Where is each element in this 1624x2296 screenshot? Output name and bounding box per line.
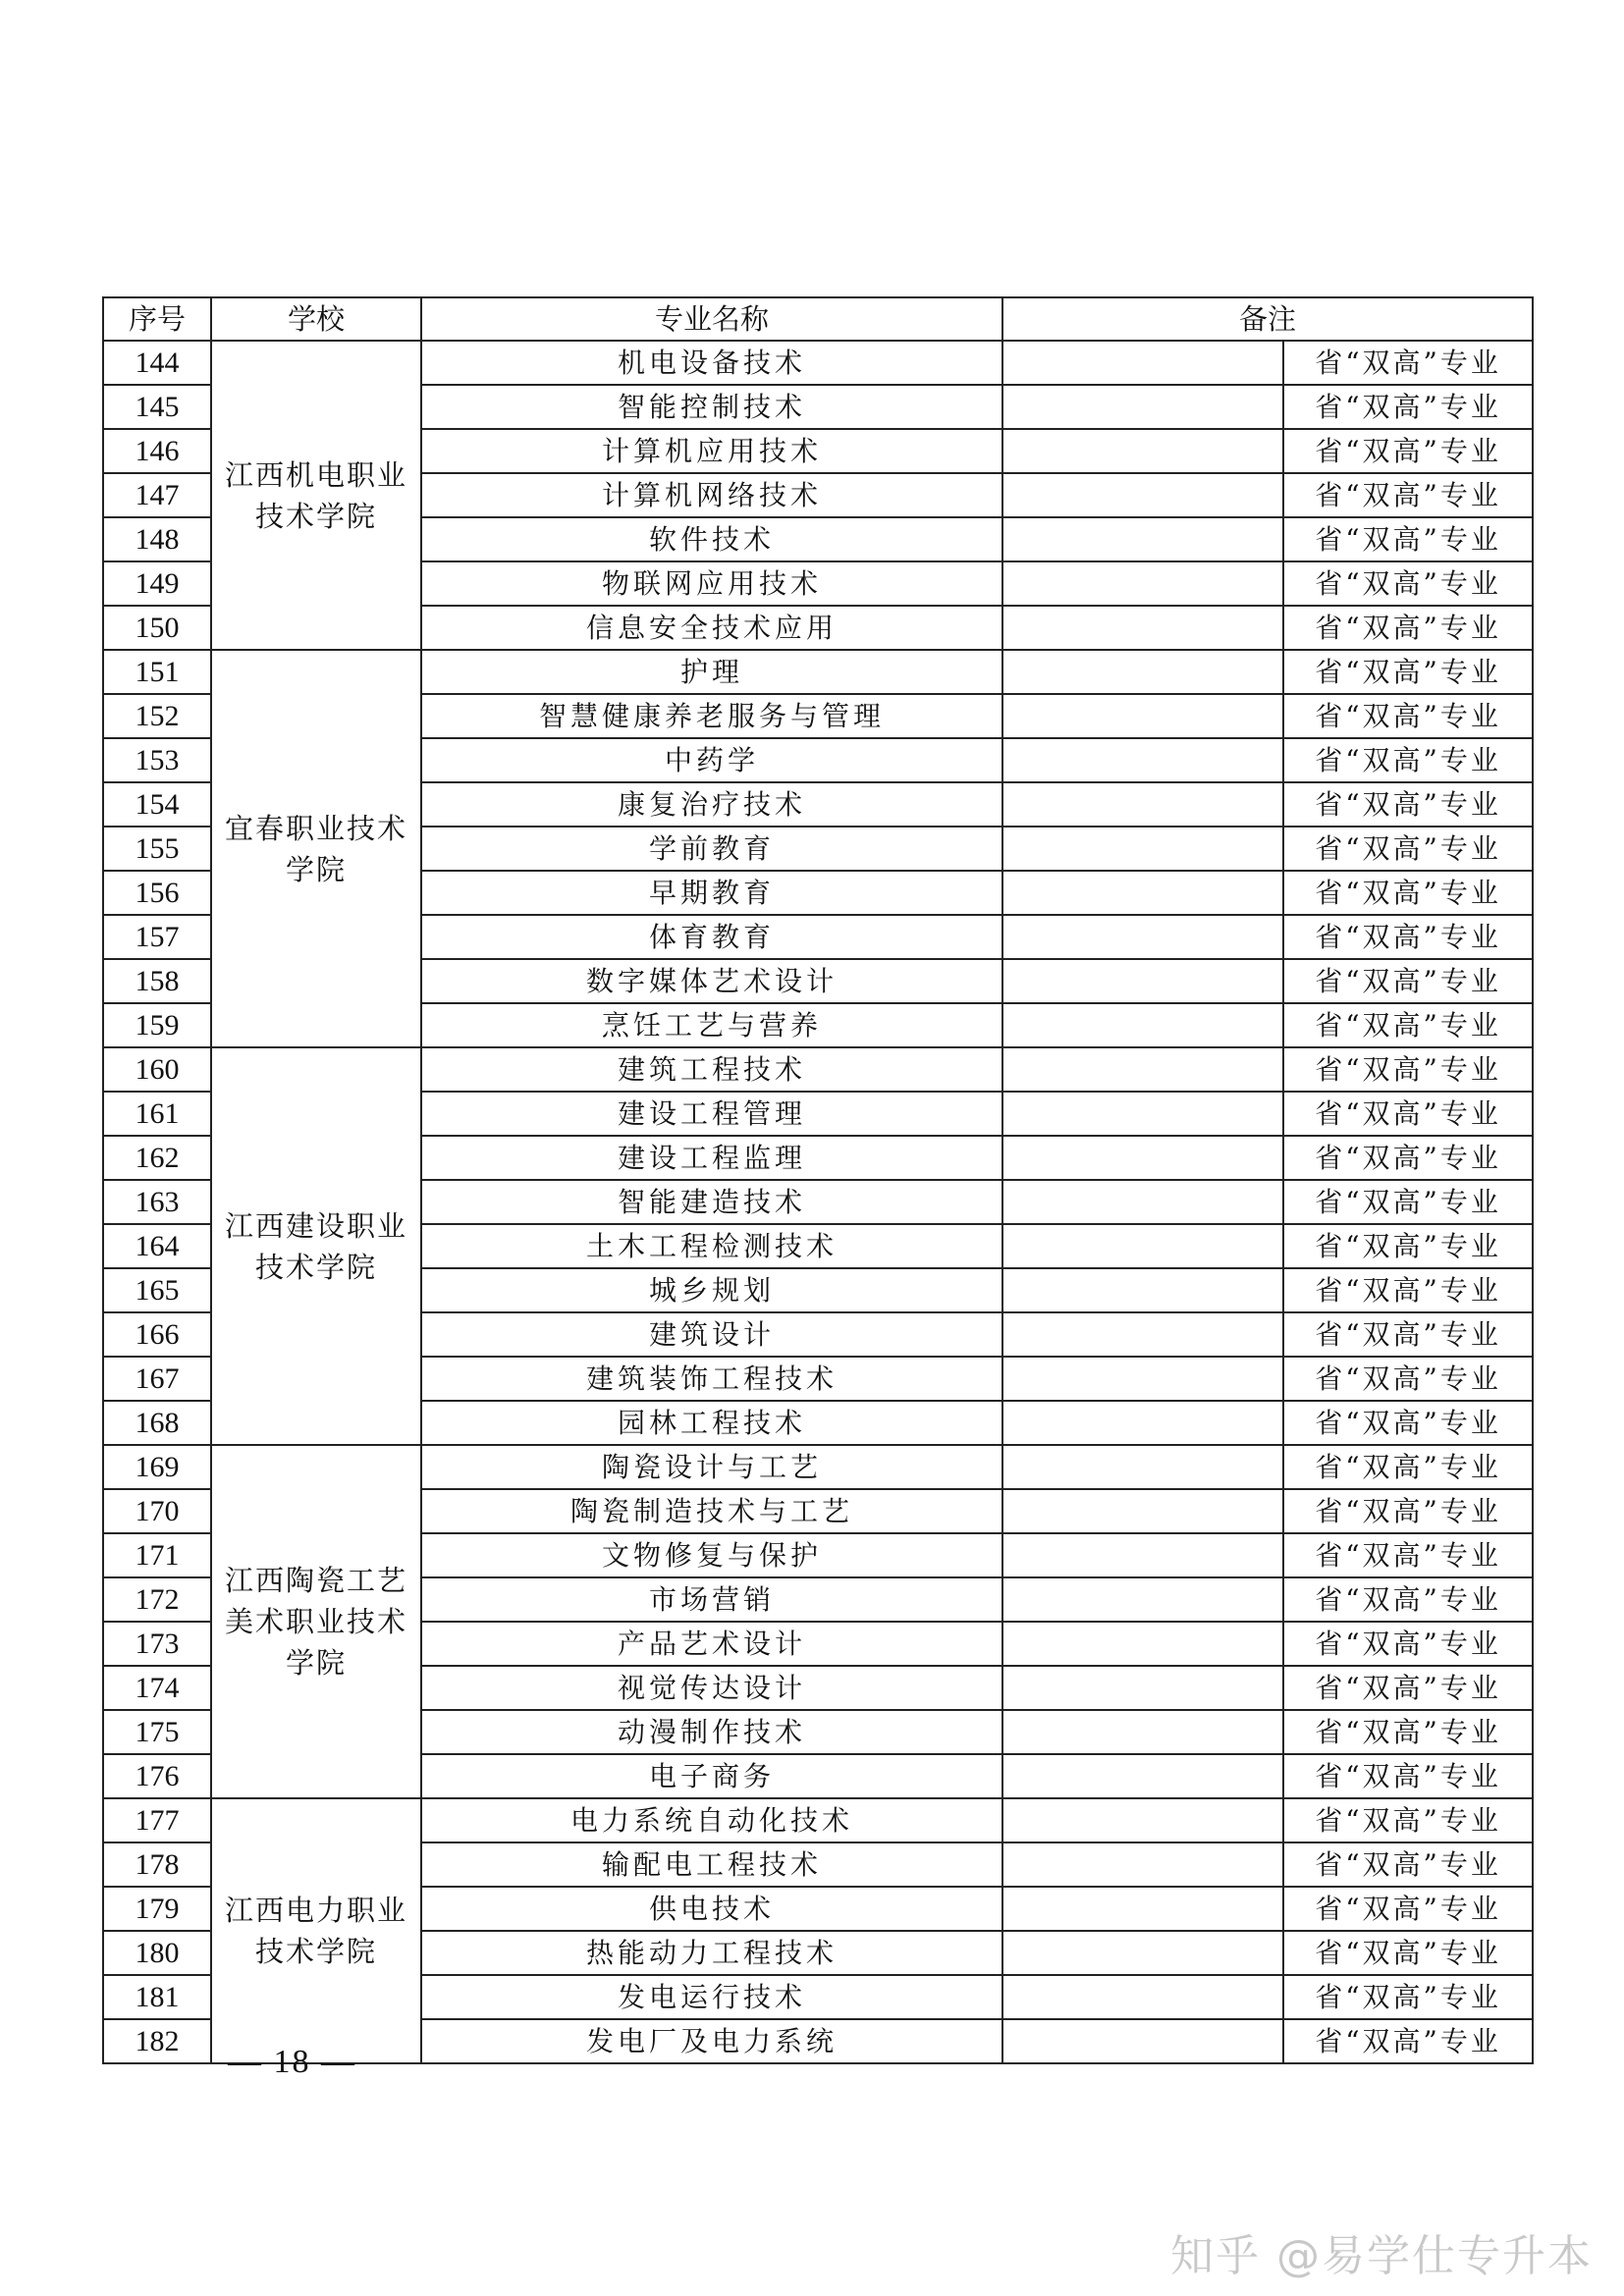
row-seq: 180	[103, 1931, 211, 1975]
major-name: 机电设备技术	[421, 341, 1002, 385]
row-seq: 168	[103, 1401, 211, 1445]
note-blank-cell	[1002, 1887, 1283, 1931]
note-cell: 省“双高”专业	[1283, 1798, 1533, 1842]
note-blank-cell	[1002, 1754, 1283, 1798]
major-name: 陶瓷制造技术与工艺	[421, 1489, 1002, 1533]
note-blank-cell	[1002, 1401, 1283, 1445]
row-seq: 155	[103, 827, 211, 871]
note-cell: 省“双高”专业	[1283, 650, 1533, 694]
major-name: 早期教育	[421, 871, 1002, 915]
note-cell: 省“双高”专业	[1283, 915, 1533, 959]
school-cell: 江西建设职业技术学院	[211, 1047, 421, 1445]
row-seq: 163	[103, 1180, 211, 1224]
major-name: 市场营销	[421, 1577, 1002, 1622]
note-blank-cell	[1002, 385, 1283, 429]
note-cell: 省“双高”专业	[1283, 1268, 1533, 1312]
major-name: 文物修复与保护	[421, 1533, 1002, 1577]
note-cell: 省“双高”专业	[1283, 871, 1533, 915]
note-cell: 省“双高”专业	[1283, 385, 1533, 429]
major-name: 发电运行技术	[421, 1975, 1002, 2019]
note-blank-cell	[1002, 1003, 1283, 1047]
note-blank-cell	[1002, 1268, 1283, 1312]
table-header-row	[103, 297, 1533, 341]
row-seq: 156	[103, 871, 211, 915]
note-cell: 省“双高”专业	[1283, 1842, 1533, 1887]
note-blank-cell	[1002, 1312, 1283, 1357]
row-seq: 146	[103, 429, 211, 473]
note-blank-cell	[1002, 1710, 1283, 1754]
note-cell: 省“双高”专业	[1283, 1445, 1533, 1489]
major-name: 动漫制作技术	[421, 1710, 1002, 1754]
note-blank-cell	[1002, 1622, 1283, 1666]
note-blank-cell	[1002, 1533, 1283, 1577]
table-row	[103, 1798, 1533, 1842]
school-cell: 宜春职业技术学院	[211, 650, 421, 1047]
major-name: 热能动力工程技术	[421, 1931, 1002, 1975]
note-cell: 省“双高”专业	[1283, 1975, 1533, 2019]
header-major: 专业名称	[421, 297, 1002, 341]
note-cell: 省“双高”专业	[1283, 606, 1533, 650]
school-cell: 江西机电职业技术学院	[211, 341, 421, 650]
major-name: 电力系统自动化技术	[421, 1798, 1002, 1842]
note-blank-cell	[1002, 1047, 1283, 1092]
row-seq: 148	[103, 517, 211, 561]
header-seq: 序号	[103, 297, 211, 341]
row-seq: 162	[103, 1136, 211, 1180]
row-seq: 174	[103, 1666, 211, 1710]
row-seq: 175	[103, 1710, 211, 1754]
row-seq: 151	[103, 650, 211, 694]
note-blank-cell	[1002, 2019, 1283, 2063]
table-row	[103, 1047, 1533, 1092]
header-note: 备注	[1002, 297, 1533, 341]
major-name: 园林工程技术	[421, 1401, 1002, 1445]
major-name: 城乡规划	[421, 1268, 1002, 1312]
note-blank-cell	[1002, 827, 1283, 871]
note-blank-cell	[1002, 1180, 1283, 1224]
row-seq: 178	[103, 1842, 211, 1887]
major-name: 智能控制技术	[421, 385, 1002, 429]
page-number: — 18 —	[228, 2044, 356, 2080]
row-seq: 158	[103, 959, 211, 1003]
note-blank-cell	[1002, 694, 1283, 738]
note-blank-cell	[1002, 473, 1283, 517]
major-name: 体育教育	[421, 915, 1002, 959]
note-cell: 省“双高”专业	[1283, 1489, 1533, 1533]
note-blank-cell	[1002, 1666, 1283, 1710]
note-cell: 省“双高”专业	[1283, 1401, 1533, 1445]
watermark: 知乎 @易学仕专升本	[1170, 2231, 1593, 2281]
note-cell: 省“双高”专业	[1283, 827, 1533, 871]
table-row	[103, 1445, 1533, 1489]
note-blank-cell	[1002, 517, 1283, 561]
note-cell: 省“双高”专业	[1283, 1710, 1533, 1754]
note-cell: 省“双高”专业	[1283, 694, 1533, 738]
note-cell: 省“双高”专业	[1283, 738, 1533, 782]
row-seq: 179	[103, 1887, 211, 1931]
major-name: 输配电工程技术	[421, 1842, 1002, 1887]
note-blank-cell	[1002, 738, 1283, 782]
note-cell: 省“双高”专业	[1283, 959, 1533, 1003]
major-name: 陶瓷设计与工艺	[421, 1445, 1002, 1489]
school-cell: 江西陶瓷工艺美术职业技术学院	[211, 1445, 421, 1798]
note-blank-cell	[1002, 959, 1283, 1003]
major-name: 建筑设计	[421, 1312, 1002, 1357]
row-seq: 161	[103, 1092, 211, 1136]
row-seq: 152	[103, 694, 211, 738]
note-blank-cell	[1002, 1798, 1283, 1842]
header-school: 学校	[211, 297, 421, 341]
note-cell: 省“双高”专业	[1283, 1003, 1533, 1047]
row-seq: 157	[103, 915, 211, 959]
major-name: 信息安全技术应用	[421, 606, 1002, 650]
note-blank-cell	[1002, 341, 1283, 385]
major-name: 智能建造技术	[421, 1180, 1002, 1224]
note-cell: 省“双高”专业	[1283, 1312, 1533, 1357]
table-row	[103, 650, 1533, 694]
note-cell: 省“双高”专业	[1283, 1136, 1533, 1180]
row-seq: 164	[103, 1224, 211, 1268]
major-name: 智慧健康养老服务与管理	[421, 694, 1002, 738]
note-blank-cell	[1002, 1489, 1283, 1533]
note-blank-cell	[1002, 561, 1283, 606]
row-seq: 160	[103, 1047, 211, 1092]
table-row	[103, 341, 1533, 385]
major-name: 电子商务	[421, 1754, 1002, 1798]
note-blank-cell	[1002, 429, 1283, 473]
note-blank-cell	[1002, 1357, 1283, 1401]
major-name: 护理	[421, 650, 1002, 694]
note-blank-cell	[1002, 871, 1283, 915]
major-name: 计算机应用技术	[421, 429, 1002, 473]
row-seq: 159	[103, 1003, 211, 1047]
row-seq: 173	[103, 1622, 211, 1666]
major-name: 土木工程检测技术	[421, 1224, 1002, 1268]
major-name: 建设工程监理	[421, 1136, 1002, 1180]
row-seq: 145	[103, 385, 211, 429]
note-cell: 省“双高”专业	[1283, 561, 1533, 606]
note-cell: 省“双高”专业	[1283, 1887, 1533, 1931]
major-name: 视觉传达设计	[421, 1666, 1002, 1710]
row-seq: 165	[103, 1268, 211, 1312]
note-blank-cell	[1002, 1842, 1283, 1887]
row-seq: 170	[103, 1489, 211, 1533]
note-blank-cell	[1002, 1577, 1283, 1622]
note-blank-cell	[1002, 1445, 1283, 1489]
row-seq: 153	[103, 738, 211, 782]
major-name: 数字媒体艺术设计	[421, 959, 1002, 1003]
note-blank-cell	[1002, 1092, 1283, 1136]
note-blank-cell	[1002, 1136, 1283, 1180]
note-cell: 省“双高”专业	[1283, 1224, 1533, 1268]
row-seq: 177	[103, 1798, 211, 1842]
row-seq: 182	[103, 2019, 211, 2063]
note-cell: 省“双高”专业	[1283, 1666, 1533, 1710]
note-blank-cell	[1002, 1975, 1283, 2019]
note-cell: 省“双高”专业	[1283, 1931, 1533, 1975]
row-seq: 181	[103, 1975, 211, 2019]
major-name: 物联网应用技术	[421, 561, 1002, 606]
note-cell: 省“双高”专业	[1283, 1047, 1533, 1092]
note-cell: 省“双高”专业	[1283, 1754, 1533, 1798]
row-seq: 166	[103, 1312, 211, 1357]
major-name: 中药学	[421, 738, 1002, 782]
note-cell: 省“双高”专业	[1283, 1622, 1533, 1666]
major-name: 计算机网络技术	[421, 473, 1002, 517]
note-cell: 省“双高”专业	[1283, 1533, 1533, 1577]
majors-table	[102, 296, 1534, 2064]
row-seq: 176	[103, 1754, 211, 1798]
major-name: 烹饪工艺与营养	[421, 1003, 1002, 1047]
row-seq: 172	[103, 1577, 211, 1622]
table-body	[103, 341, 1533, 2063]
row-seq: 169	[103, 1445, 211, 1489]
note-blank-cell	[1002, 1224, 1283, 1268]
note-blank-cell	[1002, 650, 1283, 694]
note-blank-cell	[1002, 782, 1283, 827]
major-name: 建设工程管理	[421, 1092, 1002, 1136]
row-seq: 167	[103, 1357, 211, 1401]
note-cell: 省“双高”专业	[1283, 429, 1533, 473]
major-name: 建筑装饰工程技术	[421, 1357, 1002, 1401]
major-name: 建筑工程技术	[421, 1047, 1002, 1092]
note-blank-cell	[1002, 1931, 1283, 1975]
major-name: 康复治疗技术	[421, 782, 1002, 827]
note-cell: 省“双高”专业	[1283, 1180, 1533, 1224]
note-cell: 省“双高”专业	[1283, 2019, 1533, 2063]
note-cell: 省“双高”专业	[1283, 782, 1533, 827]
major-name: 发电厂及电力系统	[421, 2019, 1002, 2063]
row-seq: 147	[103, 473, 211, 517]
row-seq: 171	[103, 1533, 211, 1577]
major-name: 学前教育	[421, 827, 1002, 871]
note-cell: 省“双高”专业	[1283, 473, 1533, 517]
major-name: 产品艺术设计	[421, 1622, 1002, 1666]
row-seq: 150	[103, 606, 211, 650]
row-seq: 154	[103, 782, 211, 827]
note-blank-cell	[1002, 606, 1283, 650]
note-cell: 省“双高”专业	[1283, 1577, 1533, 1622]
row-seq: 144	[103, 341, 211, 385]
note-blank-cell	[1002, 915, 1283, 959]
row-seq: 149	[103, 561, 211, 606]
major-name: 供电技术	[421, 1887, 1002, 1931]
note-cell: 省“双高”专业	[1283, 341, 1533, 385]
note-cell: 省“双高”专业	[1283, 1357, 1533, 1401]
note-cell: 省“双高”专业	[1283, 517, 1533, 561]
school-cell: 江西电力职业技术学院	[211, 1798, 421, 2063]
major-name: 软件技术	[421, 517, 1002, 561]
note-cell: 省“双高”专业	[1283, 1092, 1533, 1136]
